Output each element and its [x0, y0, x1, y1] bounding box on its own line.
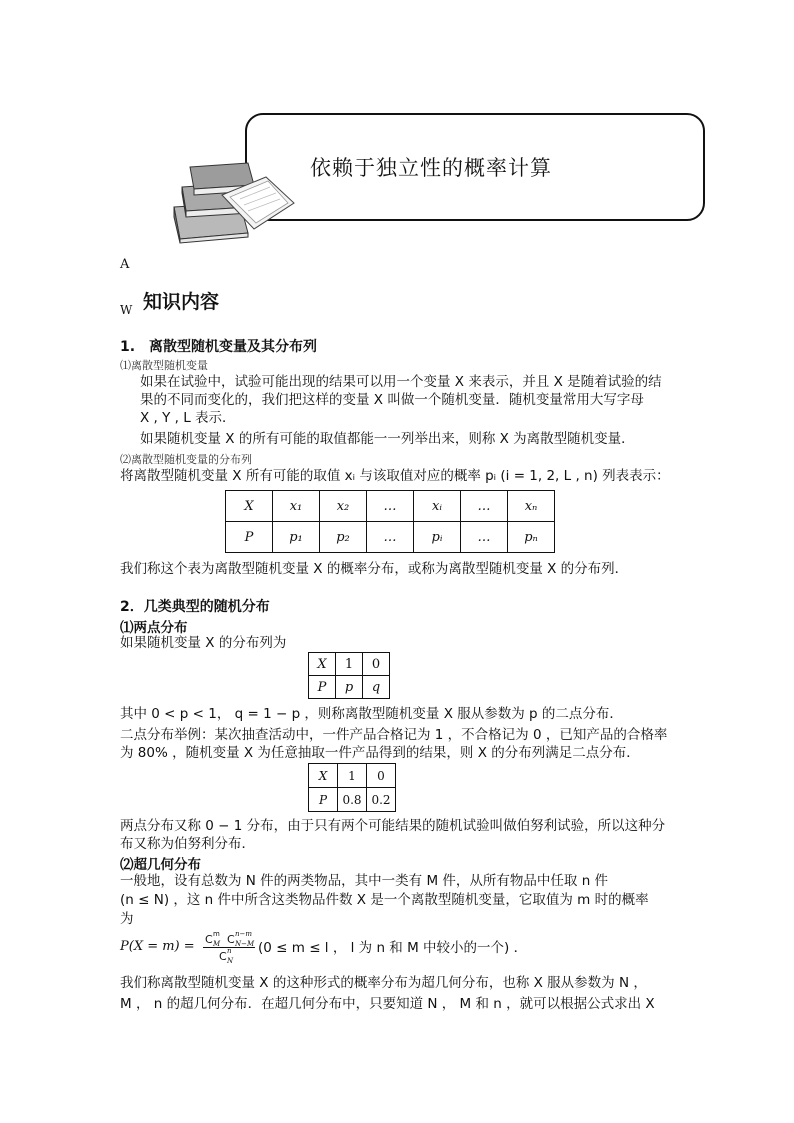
sec2-p1: 如果随机变量 X 的分布列为	[120, 635, 287, 651]
formula-den-sup: n	[227, 947, 232, 955]
formula-num-c1: C	[205, 933, 213, 946]
table-row	[309, 653, 390, 676]
sec2-p5-line3: 为	[120, 911, 134, 927]
table-cell: x₁	[273, 491, 320, 522]
table-cell: …	[367, 522, 414, 553]
table-cell: p	[336, 676, 363, 699]
table-cell: 0.8	[338, 788, 367, 812]
formula-rhs: (0 ≤ m ≤ l ， l 为 n 和 M 中较小的一个) ．	[258, 940, 528, 956]
marker-a: A	[120, 257, 130, 272]
table-cell: 0	[367, 764, 396, 788]
table-cell: X	[309, 653, 336, 676]
table-cell: 1	[336, 653, 363, 676]
marker-w: W	[120, 303, 133, 317]
table-cell: …	[461, 491, 508, 522]
sec2-heading: 2．几类典型的随机分布	[120, 599, 270, 615]
table-cell: x₂	[320, 491, 367, 522]
sec2-p3-line1: 二点分布举例：某次抽查活动中，一件产品合格记为 1 ，不合格记为 0 ，已知产品的合格率	[120, 727, 668, 743]
table-cell: xₙ	[508, 491, 555, 522]
formula-lhs: P(X = m) =	[120, 939, 195, 954]
sec2-sub1: ⑴两点分布	[120, 620, 188, 636]
formula-den-c: C	[219, 950, 227, 963]
sec2-p4-line2: 布又称为伯努利分布．	[120, 836, 255, 852]
books-illustration	[170, 155, 300, 245]
table-cell: P	[309, 788, 338, 812]
table-cell: …	[367, 491, 414, 522]
table-cell: p₂	[320, 522, 367, 553]
table-row	[309, 676, 390, 699]
table-cell: p₁	[273, 522, 320, 553]
sec1-p2: 如果随机变量 X 的所有可能的取值都能一一列举出来，则称 X 为离散型随机变量．	[140, 431, 635, 447]
sec1-heading: 1. 离散型随机变量及其分布列	[120, 339, 318, 355]
formula-num-sup1: m	[213, 930, 220, 938]
sec1-p1-line2: 果的不同而变化的，我们把这样的变量 X 叫做一个随机变量．随机变量常用大写字母	[140, 392, 644, 408]
sec2-p6-line2: M ， n 的超几何分布．在超几何分布中，只要知道 N ， M 和 n ，就可以根据公式求出 X	[120, 996, 655, 1012]
table-cell: pᵢ	[414, 522, 461, 553]
table-cell: …	[461, 522, 508, 553]
sec1-p4: 我们称这个表为离散型随机变量 X 的概率分布，或称为离散型随机变量 X 的分布列．	[120, 561, 629, 577]
formula-den-sub: N	[227, 957, 234, 965]
sec1-p1-line1: 如果在试验中，试验可能出现的结果可以用一个变量 X 来表示，并且 X 是随着试验的结	[140, 374, 662, 390]
page-title: 依赖于独立性的概率计算	[310, 156, 552, 180]
sec2-sub2: ⑵超几何分布	[120, 857, 201, 873]
distribution-table	[225, 490, 555, 553]
example-table	[308, 763, 396, 812]
formula-num-c2: C	[227, 933, 235, 946]
table-cell: pₙ	[508, 522, 555, 553]
table-cell: 0.2	[367, 788, 396, 812]
formula-num-sub2: N−M	[235, 940, 255, 948]
sec1-p1-line3: X , Y , L 表示．	[140, 410, 236, 426]
sec2-p5-line2: (n ≤ N) ，这 n 件中所含这类物品件数 X 是一个离散型随机变量，它取值为 m 时的概率	[120, 892, 649, 908]
sec2-p6-line1: 我们称离散型随机变量 X 的这种形式的概率分布为超几何分布，也称 X 服从参数为 N ，	[120, 975, 647, 991]
formula-num-sup2: n−m	[235, 930, 253, 938]
sec2-p3-line2: 为 80% ，随机变量 X 为任意抽取一件产品得到的结果，则 X 的分布列满足二点分布．	[120, 745, 640, 761]
table-cell: P	[309, 676, 336, 699]
table-row	[309, 788, 396, 812]
formula-num-sub1: M	[213, 940, 221, 948]
table-cell: xᵢ	[414, 491, 461, 522]
table-cell: X	[309, 764, 338, 788]
two-point-table	[308, 652, 390, 699]
table-row	[309, 764, 396, 788]
table-row	[226, 522, 555, 553]
section-heading: 知识内容	[143, 291, 220, 313]
table-cell: P	[226, 522, 273, 553]
sec1-sub1: ⑴离散型随机变量	[120, 359, 208, 372]
table-cell: X	[226, 491, 273, 522]
table-cell: q	[363, 676, 390, 699]
table-row	[226, 491, 555, 522]
sec2-p2: 其中 0 < p < 1， q = 1 − p ，则称离散型随机变量 X 服从参数为 p 的二点分布．	[120, 706, 623, 722]
sec2-p4-line1: 两点分布又称 0 − 1 分布，由于只有两个可能结果的随机试验叫做伯努利试验，所以这种分	[120, 818, 666, 834]
sec1-p3: 将离散型随机变量 X 所有可能的取值 xᵢ 与该取值对应的概率 pᵢ (i = 1, 2, L , n) 列表表示：	[120, 468, 670, 484]
table-cell: 0	[363, 653, 390, 676]
table-cell: 1	[338, 764, 367, 788]
sec2-p5-line1: 一般地，设有总数为 N 件的两类物品，其中一类有 M 件，从所有物品中任取 n 件	[120, 873, 609, 889]
sec1-sub2: ⑵离散型随机变量的分布列	[120, 453, 252, 466]
